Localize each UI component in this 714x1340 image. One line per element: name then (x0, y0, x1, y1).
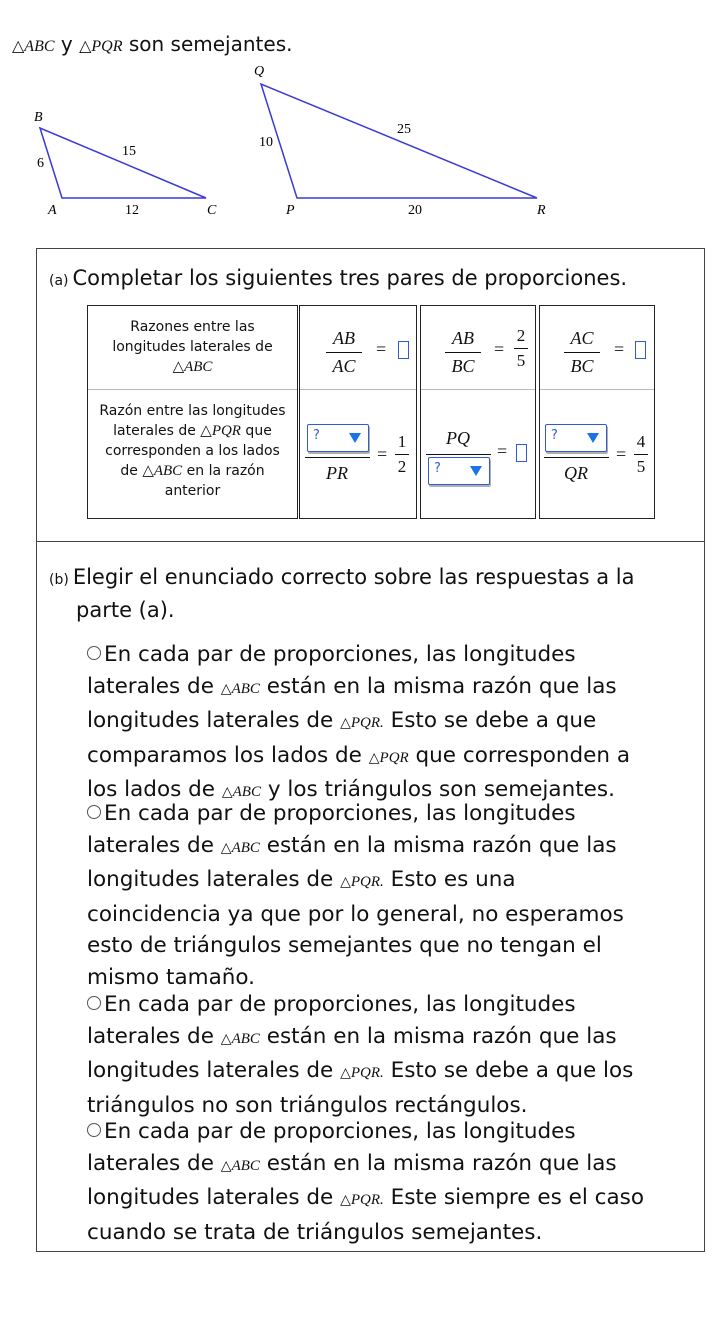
part-b-heading-line2: parte (a). (76, 598, 175, 622)
option-2[interactable] (87, 798, 699, 993)
given-ratio-2-5-num: 2 (516, 326, 526, 345)
side-pq-length: 10 (259, 135, 273, 150)
proportion-col2 (420, 305, 536, 519)
row2-label-line4-math: △ABC (142, 463, 183, 479)
option-3-line2-math: ABC (231, 1030, 260, 1047)
col2-bottom-equals: = (497, 441, 508, 461)
dropdown-col1-numerator[interactable] (307, 424, 369, 452)
ratio-ac-bc (564, 328, 600, 377)
proportion-col3 (539, 305, 655, 519)
row2-label-line5: anterior (164, 483, 221, 499)
ratio-ab-ac-bar (326, 352, 362, 353)
option-4-line2-math: ABC (231, 1157, 260, 1174)
option-2-line6: mismo tamaño. (87, 964, 256, 990)
answer-box-ab-ac[interactable] (398, 341, 409, 359)
col1-divider (300, 389, 416, 390)
row1-label (88, 317, 297, 377)
chevron-down-icon (349, 433, 361, 443)
part-a-heading-text: Completar los siguientes tres pares de proporciones. (72, 266, 628, 290)
option-1-line5-b: y los triángulos son semejantes. (260, 777, 615, 802)
ratio-ab-ac (326, 328, 362, 377)
option-2-line3-a: longitudes laterales de (87, 867, 341, 892)
option-2-line2-b: están en la misma razón que las (259, 832, 617, 858)
option-1-line4-b: que corresponden a (408, 742, 631, 768)
option-4-radio[interactable] (87, 1123, 101, 1137)
option-1-line5-math: ABC (232, 784, 261, 800)
side-pr-length: 20 (408, 203, 422, 218)
ratio-ab-bc-num: AB (452, 328, 474, 348)
option-1-line3-a: longitudes laterales de (87, 708, 341, 733)
triangle-icon: △ (340, 874, 351, 890)
option-3-line1: En cada par de proporciones, las longitudes (104, 992, 576, 1017)
option-1[interactable] (87, 639, 699, 809)
answer-box-ac-bc[interactable] (635, 341, 646, 359)
option-1-line2-math: ABC (231, 680, 260, 697)
col3-divider (540, 389, 654, 390)
row2-label-line2-math: △PQR (200, 423, 241, 439)
option-1-line3-math: PQR. (350, 715, 384, 731)
part-b-section (36, 541, 705, 1252)
proportion-col1 (299, 305, 417, 519)
row2-label-line4-end: en la razón (182, 463, 265, 479)
row2-label-line2-text: laterales de (113, 423, 201, 439)
option-1-line1: En cada par de proporciones, las longitudes (104, 642, 576, 667)
row1-label-line3: △ABC (172, 359, 213, 375)
dropdown-col3-value: ? (551, 428, 558, 443)
part-b-heading-line1: Elegir el enunciado correcto sobre las respuestas a la (72, 565, 635, 589)
col3-bottom-equals: = (616, 444, 627, 464)
chevron-down-icon (470, 466, 482, 476)
ratio-ac-bc-den: BC (570, 356, 594, 376)
vertex-p-label: P (286, 203, 295, 218)
triangle-icon: △ (220, 1030, 232, 1047)
option-2-line3-math: PQR. (350, 874, 384, 890)
triangle-abc-shape (40, 128, 206, 198)
row2-label-line2-end: que (240, 423, 272, 439)
triangle-icon: △ (340, 715, 351, 731)
triangle-pqr-label: △PQR (79, 38, 123, 55)
given-ratio-2-5-den: 5 (516, 351, 526, 370)
triangle-icon: △ (340, 1065, 351, 1081)
option-2-line4: coincidencia ya que por lo general, no esperamos (87, 901, 624, 927)
row-divider (88, 389, 297, 390)
option-2-line3-b: Esto es una (383, 867, 516, 892)
option-4[interactable] (87, 1116, 699, 1248)
side-bc-length: 15 (122, 144, 136, 159)
vertex-a-label: A (48, 203, 57, 218)
col3-bottom-bar (544, 457, 609, 458)
col1-bottom-bar (305, 457, 370, 458)
given-ratio-1-2-bar (395, 454, 409, 455)
option-3[interactable] (87, 989, 699, 1121)
col2-top-equals: = (494, 339, 505, 359)
option-1-line4-math: PQR (379, 749, 409, 766)
option-3-line3-b: Esto se debe a que los (383, 1058, 634, 1083)
triangle-icon: △ (220, 680, 232, 697)
option-3-radio[interactable] (87, 996, 101, 1010)
side-qr-length: 25 (397, 122, 411, 137)
given-ratio-4-5-den: 5 (636, 457, 646, 476)
dropdown-col3-numerator[interactable] (545, 424, 607, 452)
triangle-icon: △ (220, 1157, 232, 1174)
triangle-icon: △ (368, 749, 380, 766)
chevron-down-icon (587, 433, 599, 443)
part-b-heading (49, 562, 634, 625)
option-3-line3-a: longitudes laterales de (87, 1058, 341, 1083)
option-4-line3-math: PQR. (350, 1192, 384, 1208)
side-ac-length: 12 (125, 203, 139, 218)
option-1-line5-a: los lados de (87, 777, 222, 802)
option-4-line3-b: Este siempre es el caso (383, 1185, 644, 1210)
dropdown-col2-denominator[interactable] (428, 457, 490, 485)
given-ratio-2-5 (514, 326, 528, 371)
dropdown-col1-value: ? (313, 428, 320, 443)
vertex-r-label: R (537, 203, 546, 218)
given-ratio-1-2-num: 1 (397, 432, 407, 451)
triangle-abc (34, 110, 217, 218)
part-a-heading (49, 263, 627, 296)
option-4-line4: cuando se trata de triángulos semejantes. (87, 1219, 543, 1245)
triangle-icon: △ (221, 784, 233, 800)
ratio-ac-bc-bar (564, 352, 600, 353)
row2-label-line4-text: de (120, 463, 143, 479)
side-ab-length: 6 (37, 156, 44, 171)
option-2-line1: En cada par de proporciones, las longitudes (104, 801, 576, 826)
option-2-line5: esto de triángulos semejantes que no tengan el (87, 933, 602, 958)
intro-connector: y (54, 32, 80, 56)
col1-bottom-equals: = (377, 444, 388, 464)
option-1-line4-a: comparamos los lados de (87, 742, 369, 768)
col2-divider (421, 389, 535, 390)
option-1-line2-b: están en la misma razón que las (259, 673, 617, 699)
row2-label-line4 (88, 461, 297, 481)
option-2-line2-a: laterales de (87, 832, 221, 858)
option-4-line2-a: laterales de (87, 1150, 221, 1176)
option-2-radio[interactable] (87, 805, 101, 819)
triangle-icon: △ (340, 1192, 351, 1208)
col3-top-equals: = (614, 339, 625, 359)
row2-label (88, 401, 297, 501)
part-a-tag: (a) (49, 273, 69, 289)
triangle-icon: △ (220, 839, 232, 856)
vertex-q-label: Q (254, 64, 265, 79)
option-1-radio[interactable] (87, 646, 101, 660)
given-ratio-1-2-den: 2 (397, 457, 407, 476)
vertex-c-label: C (207, 203, 217, 218)
triangle-pqr (254, 64, 546, 218)
ratio-ab-bc-den: BC (451, 356, 475, 376)
given-ratio-1-2 (395, 432, 409, 477)
row2-label-line3: corresponden a los lados (105, 443, 280, 459)
option-1-line2-a: laterales de (87, 673, 221, 699)
option-4-line3-a: longitudes laterales de (87, 1185, 341, 1210)
given-ratio-2-5-bar (514, 348, 528, 349)
col1-bottom-den: PR (326, 463, 348, 483)
intro-statement (12, 32, 292, 56)
dropdown-col2-value: ? (434, 461, 441, 476)
option-1-line3-b: Esto se debe a que (383, 708, 597, 733)
part-b-tag: (b) (49, 572, 69, 588)
option-4-line1: En cada par de proporciones, las longitudes (104, 1119, 576, 1144)
col2-bottom-bar (426, 454, 491, 455)
option-3-line2-a: laterales de (87, 1023, 221, 1049)
answer-box-pq[interactable] (516, 444, 527, 462)
option-3-line4: triángulos no son triángulos rectángulos. (87, 1092, 528, 1118)
vertex-b-label: B (34, 110, 43, 125)
triangle-pqr-shape (261, 84, 537, 198)
col2-bottom-num: PQ (446, 428, 470, 448)
option-2-line2-math: ABC (231, 839, 260, 856)
ratio-ab-ac-num: AB (333, 328, 355, 348)
col1-top-equals: = (376, 339, 387, 359)
col3-bottom-den: QR (564, 463, 588, 483)
given-ratio-4-5-bar (634, 454, 648, 455)
triangles-figure (0, 58, 714, 228)
ratio-ab-bc (445, 328, 481, 377)
given-ratio-4-5-num: 4 (636, 432, 646, 451)
row1-label-line2: longitudes laterales de (112, 339, 273, 355)
ratio-ab-bc-bar (445, 352, 481, 353)
part-a-section (36, 248, 705, 542)
option-3-line2-b: están en la misma razón que las (259, 1023, 617, 1049)
option-3-line3-math: PQR. (350, 1065, 384, 1081)
option-4-line2-b: están en la misma razón que las (259, 1150, 617, 1176)
row-labels-cell (87, 305, 298, 519)
ratio-ac-bc-num: AC (570, 328, 594, 348)
ratio-ab-ac-den: AC (332, 356, 356, 376)
triangle-abc-label: △ABC (12, 38, 55, 55)
intro-suffix: son semejantes. (122, 32, 293, 56)
row1-label-line1: Razones entre las (130, 319, 255, 335)
given-ratio-4-5 (634, 432, 648, 477)
row2-label-line1: Razón entre las longitudes (99, 403, 286, 419)
row2-label-line2 (88, 421, 297, 441)
